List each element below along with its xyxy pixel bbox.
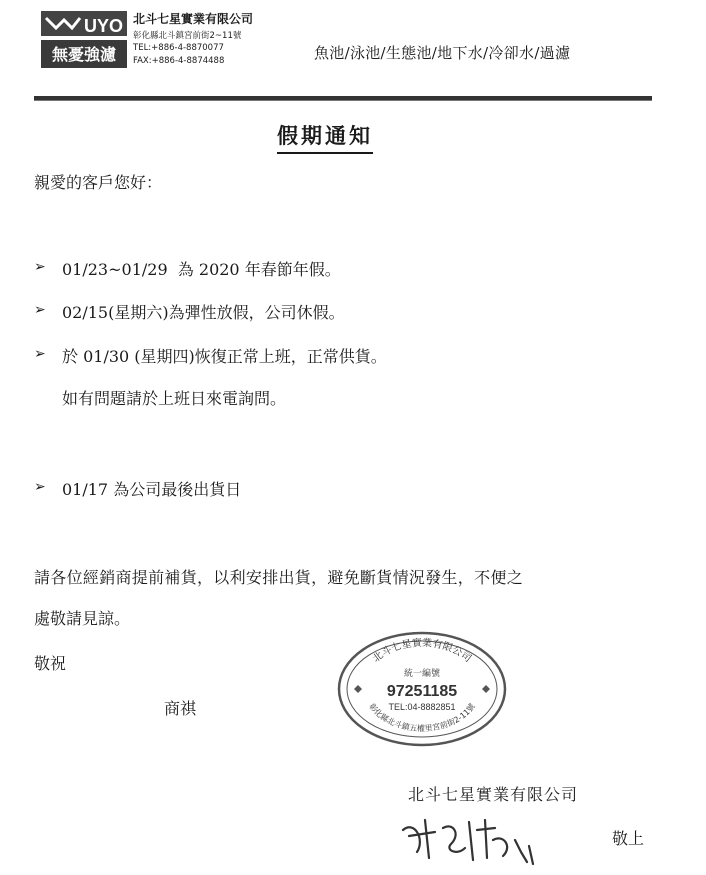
- last-ship-date: 01/17 為公司最後出貨日: [62, 480, 242, 499]
- company-seal-stamp: [336, 630, 508, 748]
- holiday-item-3: 於 01/30 (星期四)恢復正常上班，正常供貨。: [62, 347, 387, 366]
- stamp-right-flower-icon: [482, 685, 490, 693]
- stamp-tel: TEL:04-8882851: [388, 702, 456, 712]
- signoff-word: 敬上: [612, 829, 645, 848]
- greeting: 親愛的客戶您好：: [34, 173, 163, 192]
- followup-note: 如有問題請於上班日來電詢問。: [62, 389, 287, 408]
- product-tagline: 魚池/泳池/生態池/地下水/冷卻水/過濾: [314, 44, 571, 62]
- header-divider: [34, 96, 652, 101]
- holiday-item-2: 02/15(星期六)為彈性放假，公司休假。: [62, 303, 345, 322]
- stamp-address-arc: 彰化縣北斗鎮五權里宮前街2-11號: [367, 701, 477, 734]
- stamp-tax-id: 97251185: [386, 683, 458, 700]
- request-line-2: 處敬請見諒。: [34, 609, 131, 628]
- handwritten-signature: [395, 800, 545, 870]
- bullet-arrow-icon: ➢: [34, 346, 46, 362]
- stamp-company-arc: 北斗七星實業有限公司: [370, 637, 474, 665]
- company-address: 彰化縣北斗鎮宮前街2~11號: [133, 31, 242, 41]
- request-line-1: 請各位經銷商提前補貨，以利安排出貨，避免斷貨情況發生，不便之: [34, 568, 524, 587]
- notice-title: 假期通知: [277, 120, 373, 154]
- company-name: 北斗七星實業有限公司: [133, 12, 254, 26]
- bullet-arrow-icon: ➢: [34, 259, 46, 275]
- company-fax: FAX:+886-4-8874488: [133, 56, 225, 66]
- logo-slogan-text: 無憂強濾: [51, 45, 117, 64]
- stamp-label: 統一編號: [403, 669, 441, 679]
- logo-brand-text: UYO: [84, 16, 124, 36]
- company-logo: [40, 10, 128, 70]
- closing-wish: 商祺: [164, 699, 197, 718]
- signature-strokes: [403, 820, 533, 864]
- bullet-arrow-icon: ➢: [34, 302, 46, 318]
- closing-salutation: 敬祝: [34, 654, 67, 673]
- company-tel: TEL:+886-4-8870077: [133, 43, 224, 53]
- signoff-company: 北斗七星實業有限公司: [408, 785, 579, 804]
- stamp-left-flower-icon: [354, 685, 362, 693]
- bullet-arrow-icon: ➢: [34, 479, 46, 495]
- holiday-item-1: 01/23~01/29 為 2020 年春節年假。: [62, 260, 341, 279]
